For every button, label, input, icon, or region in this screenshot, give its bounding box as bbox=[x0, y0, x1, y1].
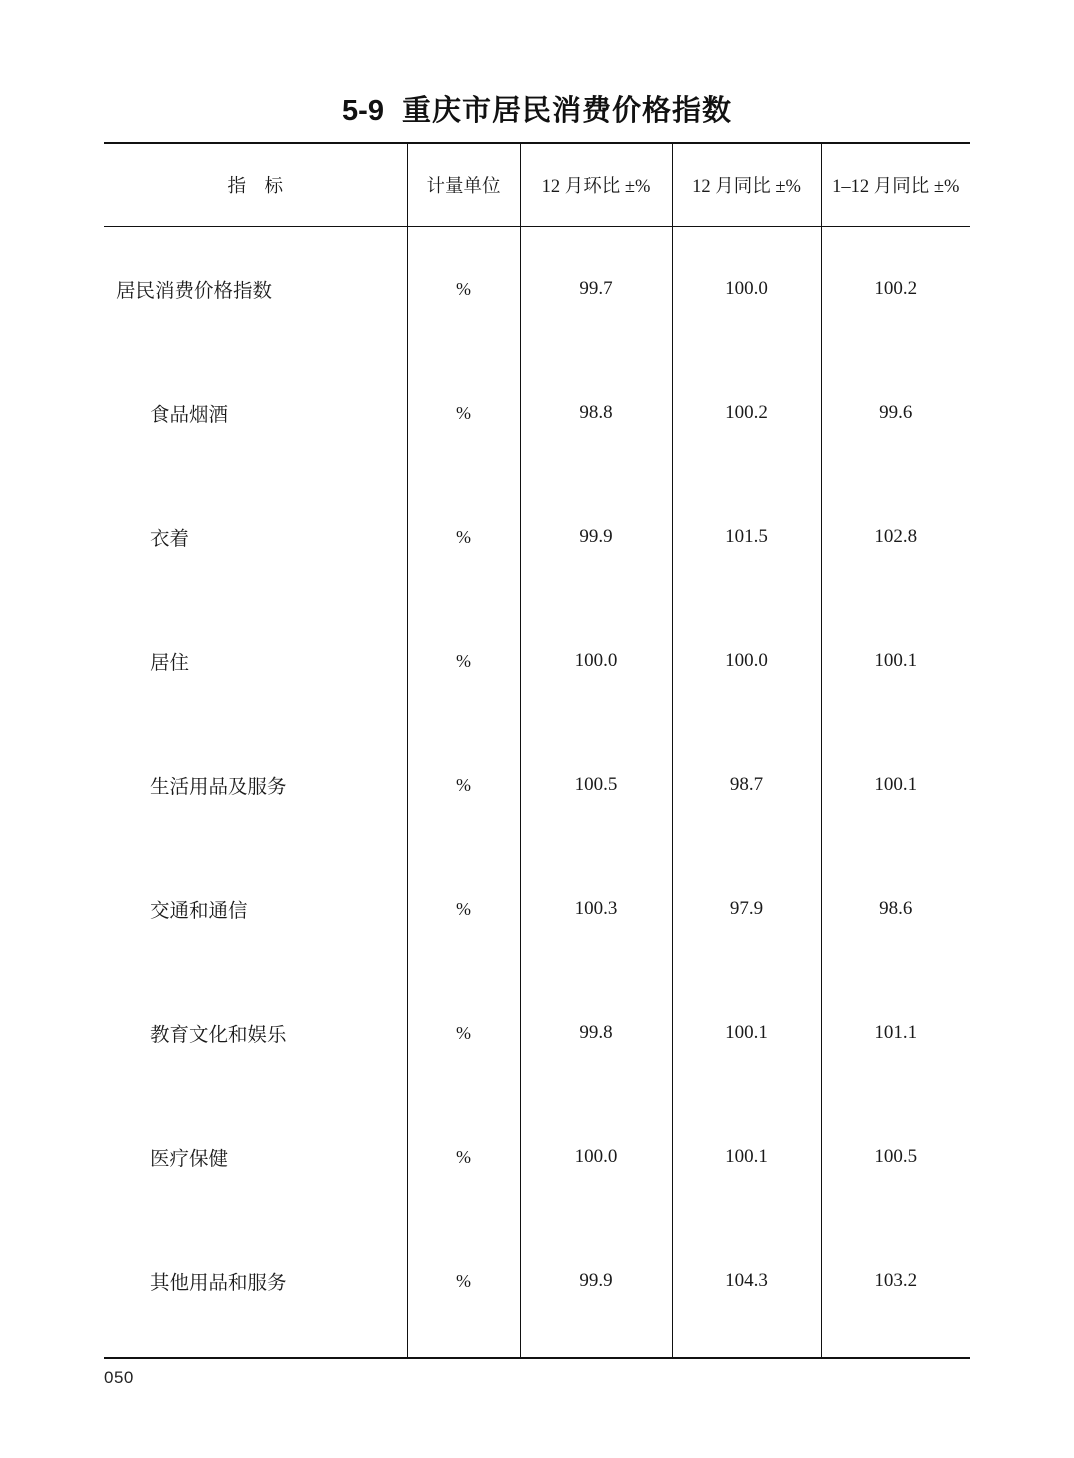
row-value-1: 100.0 bbox=[520, 1095, 672, 1219]
table-number: 5-9 bbox=[342, 95, 384, 127]
row-indicator: 医疗保健 bbox=[150, 1149, 229, 1170]
page-number: 050 bbox=[104, 1368, 134, 1387]
table-title-text: 重庆市居民消费价格指数 bbox=[401, 93, 732, 127]
table-row bbox=[104, 475, 970, 599]
row-value-2: 100.1 bbox=[672, 1095, 821, 1219]
row-value-1: 98.8 bbox=[520, 351, 672, 475]
row-indicator: 生活用品及服务 bbox=[150, 777, 287, 798]
row-unit: % bbox=[407, 971, 520, 1095]
row-value-2: 101.5 bbox=[672, 475, 821, 599]
row-value-1: 99.9 bbox=[520, 475, 672, 599]
row-value-1: 100.3 bbox=[520, 847, 672, 971]
row-value-2: 97.9 bbox=[672, 847, 821, 971]
row-indicator: 教育文化和娱乐 bbox=[150, 1025, 287, 1046]
row-unit: % bbox=[407, 227, 520, 352]
table-row bbox=[104, 599, 970, 723]
row-value-2: 100.2 bbox=[672, 351, 821, 475]
table-row bbox=[104, 1095, 970, 1219]
table-row bbox=[104, 351, 970, 475]
table-body bbox=[104, 143, 970, 1359]
row-value-2: 100.1 bbox=[672, 971, 821, 1095]
header-col3: 1–12 月同比 ±% bbox=[821, 144, 970, 227]
header-unit: 计量单位 bbox=[407, 144, 520, 227]
table-row bbox=[104, 847, 970, 971]
row-value-2: 98.7 bbox=[672, 723, 821, 847]
row-value-1: 100.0 bbox=[520, 599, 672, 723]
row-unit: % bbox=[407, 475, 520, 599]
page-title bbox=[0, 88, 1074, 129]
row-value-3: 98.6 bbox=[821, 847, 970, 971]
row-unit: % bbox=[407, 847, 520, 971]
table-row bbox=[104, 227, 970, 352]
row-indicator: 交通和通信 bbox=[150, 901, 248, 922]
row-value-3: 103.2 bbox=[821, 1219, 970, 1343]
rule-cell bbox=[520, 1358, 672, 1359]
rule-cell bbox=[672, 1358, 821, 1359]
spacer-cell bbox=[520, 1343, 672, 1358]
row-value-3: 100.5 bbox=[821, 1095, 970, 1219]
row-unit: % bbox=[407, 351, 520, 475]
row-value-2: 100.0 bbox=[672, 227, 821, 352]
row-indicator: 居住 bbox=[150, 653, 190, 674]
row-value-2: 100.0 bbox=[672, 599, 821, 723]
rule-cell bbox=[104, 1358, 407, 1359]
row-value-1: 100.5 bbox=[520, 723, 672, 847]
header-col1: 12 月环比 ±% bbox=[520, 144, 672, 227]
rule-cell bbox=[407, 1358, 520, 1359]
row-value-3: 101.1 bbox=[821, 971, 970, 1095]
spacer-cell bbox=[672, 1343, 821, 1358]
row-value-1: 99.7 bbox=[520, 227, 672, 352]
table-row bbox=[104, 971, 970, 1095]
spacer-cell bbox=[104, 1343, 407, 1358]
rule-cell bbox=[821, 1358, 970, 1359]
table-row bbox=[104, 1219, 970, 1343]
row-value-3: 100.1 bbox=[821, 599, 970, 723]
row-value-1: 99.8 bbox=[520, 971, 672, 1095]
row-indicator: 衣着 bbox=[150, 529, 190, 550]
row-value-3: 100.2 bbox=[821, 227, 970, 352]
spacer-cell bbox=[407, 1343, 520, 1358]
row-unit: % bbox=[407, 1219, 520, 1343]
header-indicator: 指 标 bbox=[104, 144, 407, 227]
row-unit: % bbox=[407, 1095, 520, 1219]
row-value-3: 99.6 bbox=[821, 351, 970, 475]
spacer-cell bbox=[821, 1343, 970, 1358]
row-value-3: 102.8 bbox=[821, 475, 970, 599]
table-spacer-row bbox=[104, 1343, 970, 1358]
row-value-3: 100.1 bbox=[821, 723, 970, 847]
row-indicator: 居民消费价格指数 bbox=[116, 281, 273, 302]
row-value-2: 104.3 bbox=[672, 1219, 821, 1343]
table-bottom-rule bbox=[104, 1358, 970, 1359]
row-value-1: 99.9 bbox=[520, 1219, 672, 1343]
row-unit: % bbox=[407, 723, 520, 847]
row-indicator: 食品烟酒 bbox=[150, 405, 229, 426]
table-header-row bbox=[104, 144, 970, 227]
cpi-table bbox=[104, 142, 970, 1359]
table-row bbox=[104, 723, 970, 847]
row-indicator: 其他用品和服务 bbox=[150, 1273, 287, 1294]
header-col2: 12 月同比 ±% bbox=[672, 144, 821, 227]
row-unit: % bbox=[407, 599, 520, 723]
